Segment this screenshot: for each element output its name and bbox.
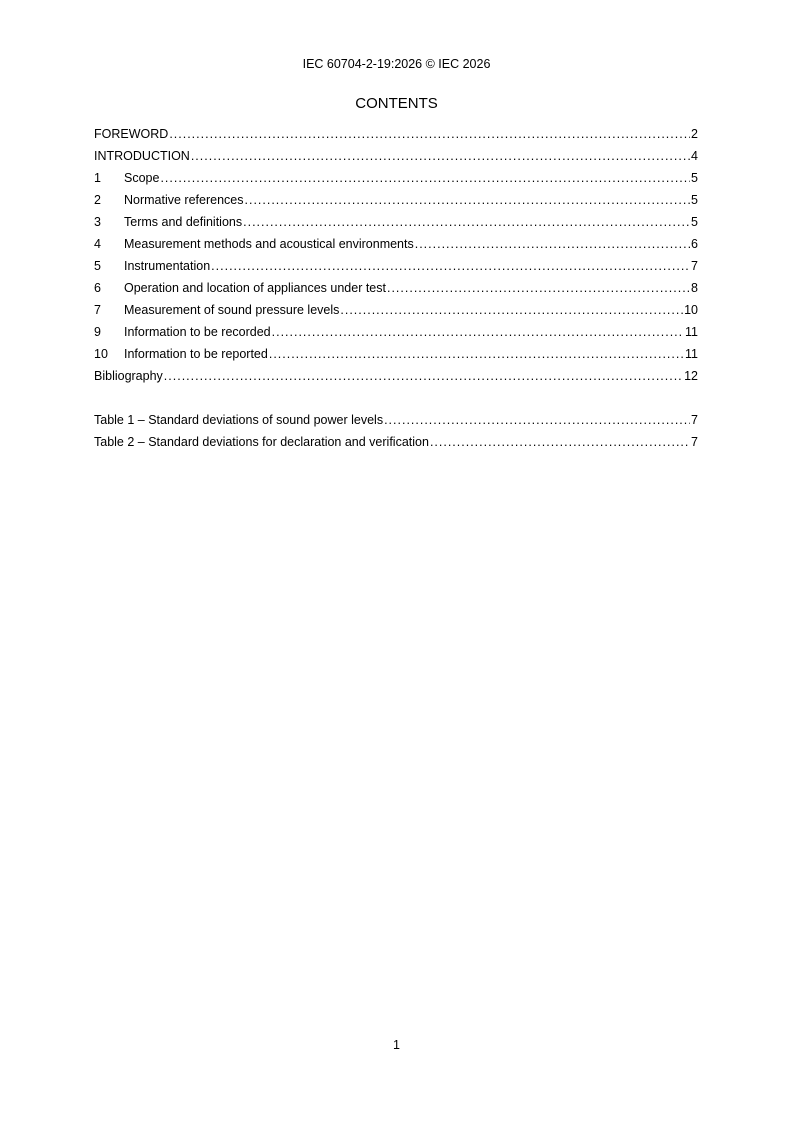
toc-entry-label: Scope [124, 171, 160, 185]
toc-entry-page: 12 [684, 369, 698, 383]
toc-entry-terms-and-definitions[interactable] [94, 213, 698, 235]
toc-entry-label: Information to be reported [124, 347, 268, 361]
document-header: IEC 60704-2-19:2026 © IEC 2026 [302, 57, 491, 71]
toc-entry-label: Operation and location of appliances under test [124, 281, 386, 295]
toc-entry-page: 4 [691, 149, 698, 163]
toc-entry-information-recorded[interactable] [94, 323, 698, 345]
leader-dots [164, 367, 683, 385]
table-entry-2[interactable] [94, 433, 698, 455]
toc-entry-label: INTRODUCTION [94, 149, 190, 163]
toc-entry-number: 10 [94, 347, 108, 361]
toc-entry-label: Instrumentation [124, 259, 211, 273]
list-of-tables [94, 411, 698, 455]
toc-entry-measurement-methods[interactable] [94, 235, 698, 257]
toc-entry-page: 8 [691, 281, 698, 295]
toc-entry-operation-and-location[interactable] [94, 279, 698, 301]
toc-entry-normative-references[interactable] [94, 191, 698, 213]
toc-entry-bibliography[interactable] [94, 367, 698, 389]
leader-dots [430, 433, 690, 451]
toc-entry-label: FOREWORD [94, 127, 169, 141]
toc-entry-page: 2 [691, 127, 698, 141]
toc-entry-introduction[interactable] [94, 147, 698, 169]
leader-dots [415, 235, 690, 253]
table-entry-page: 7 [691, 435, 698, 449]
leader-dots [387, 279, 690, 297]
table-entry-page: 7 [691, 413, 698, 427]
toc-entry-label: Measurement of sound pressure levels [124, 303, 340, 317]
toc-entry-page: 10 [684, 303, 698, 317]
page-title: CONTENTS [355, 95, 438, 112]
leader-dots [272, 323, 684, 341]
leader-dots [160, 169, 690, 187]
toc-entry-label: Terms and definitions [124, 215, 243, 229]
toc-entry-instrumentation[interactable] [94, 257, 698, 279]
leader-dots [245, 191, 691, 209]
toc-entry-number: 6 [94, 281, 101, 295]
toc-entry-label: Information to be recorded [124, 325, 271, 339]
toc-entry-foreword[interactable] [94, 125, 698, 147]
leader-dots [269, 345, 684, 363]
toc-entry-page: 11 [685, 347, 698, 361]
toc-entry-page: 5 [691, 193, 698, 207]
table-entry-label: Table 1 – Standard deviations of sound power levels [94, 413, 384, 427]
leader-dots [243, 213, 690, 231]
toc-entry-page: 5 [691, 171, 698, 185]
toc-entry-number: 9 [94, 325, 101, 339]
toc-entry-page: 7 [691, 259, 698, 273]
leader-dots [211, 257, 690, 275]
toc-entry-number: 1 [94, 171, 101, 185]
table-entry-label: Table 2 – Standard deviations for declaration and verification [94, 435, 429, 449]
toc-entry-page: 6 [691, 237, 698, 251]
toc-entry-number: 3 [94, 215, 101, 229]
toc-entry-number: 5 [94, 259, 101, 273]
toc-entry-label: Normative references [124, 193, 244, 207]
table-of-contents [94, 125, 698, 389]
leader-dots [191, 147, 690, 165]
leader-dots [169, 125, 690, 143]
toc-entry-scope[interactable] [94, 169, 698, 191]
leader-dots [340, 301, 683, 319]
toc-entry-page: 5 [691, 215, 698, 229]
toc-entry-measurement-of-sound-pressure[interactable] [94, 301, 698, 323]
page-number: 1 [393, 1038, 400, 1052]
toc-entry-label: Measurement methods and acoustical environments [124, 237, 414, 251]
leader-dots [384, 411, 690, 429]
toc-entry-number: 4 [94, 237, 101, 251]
toc-entry-number: 7 [94, 303, 101, 317]
toc-entry-information-reported[interactable] [94, 345, 698, 367]
toc-entry-label: Bibliography [94, 369, 163, 383]
toc-entry-page: 11 [685, 325, 698, 339]
toc-entry-number: 2 [94, 193, 101, 207]
table-entry-1[interactable] [94, 411, 698, 433]
